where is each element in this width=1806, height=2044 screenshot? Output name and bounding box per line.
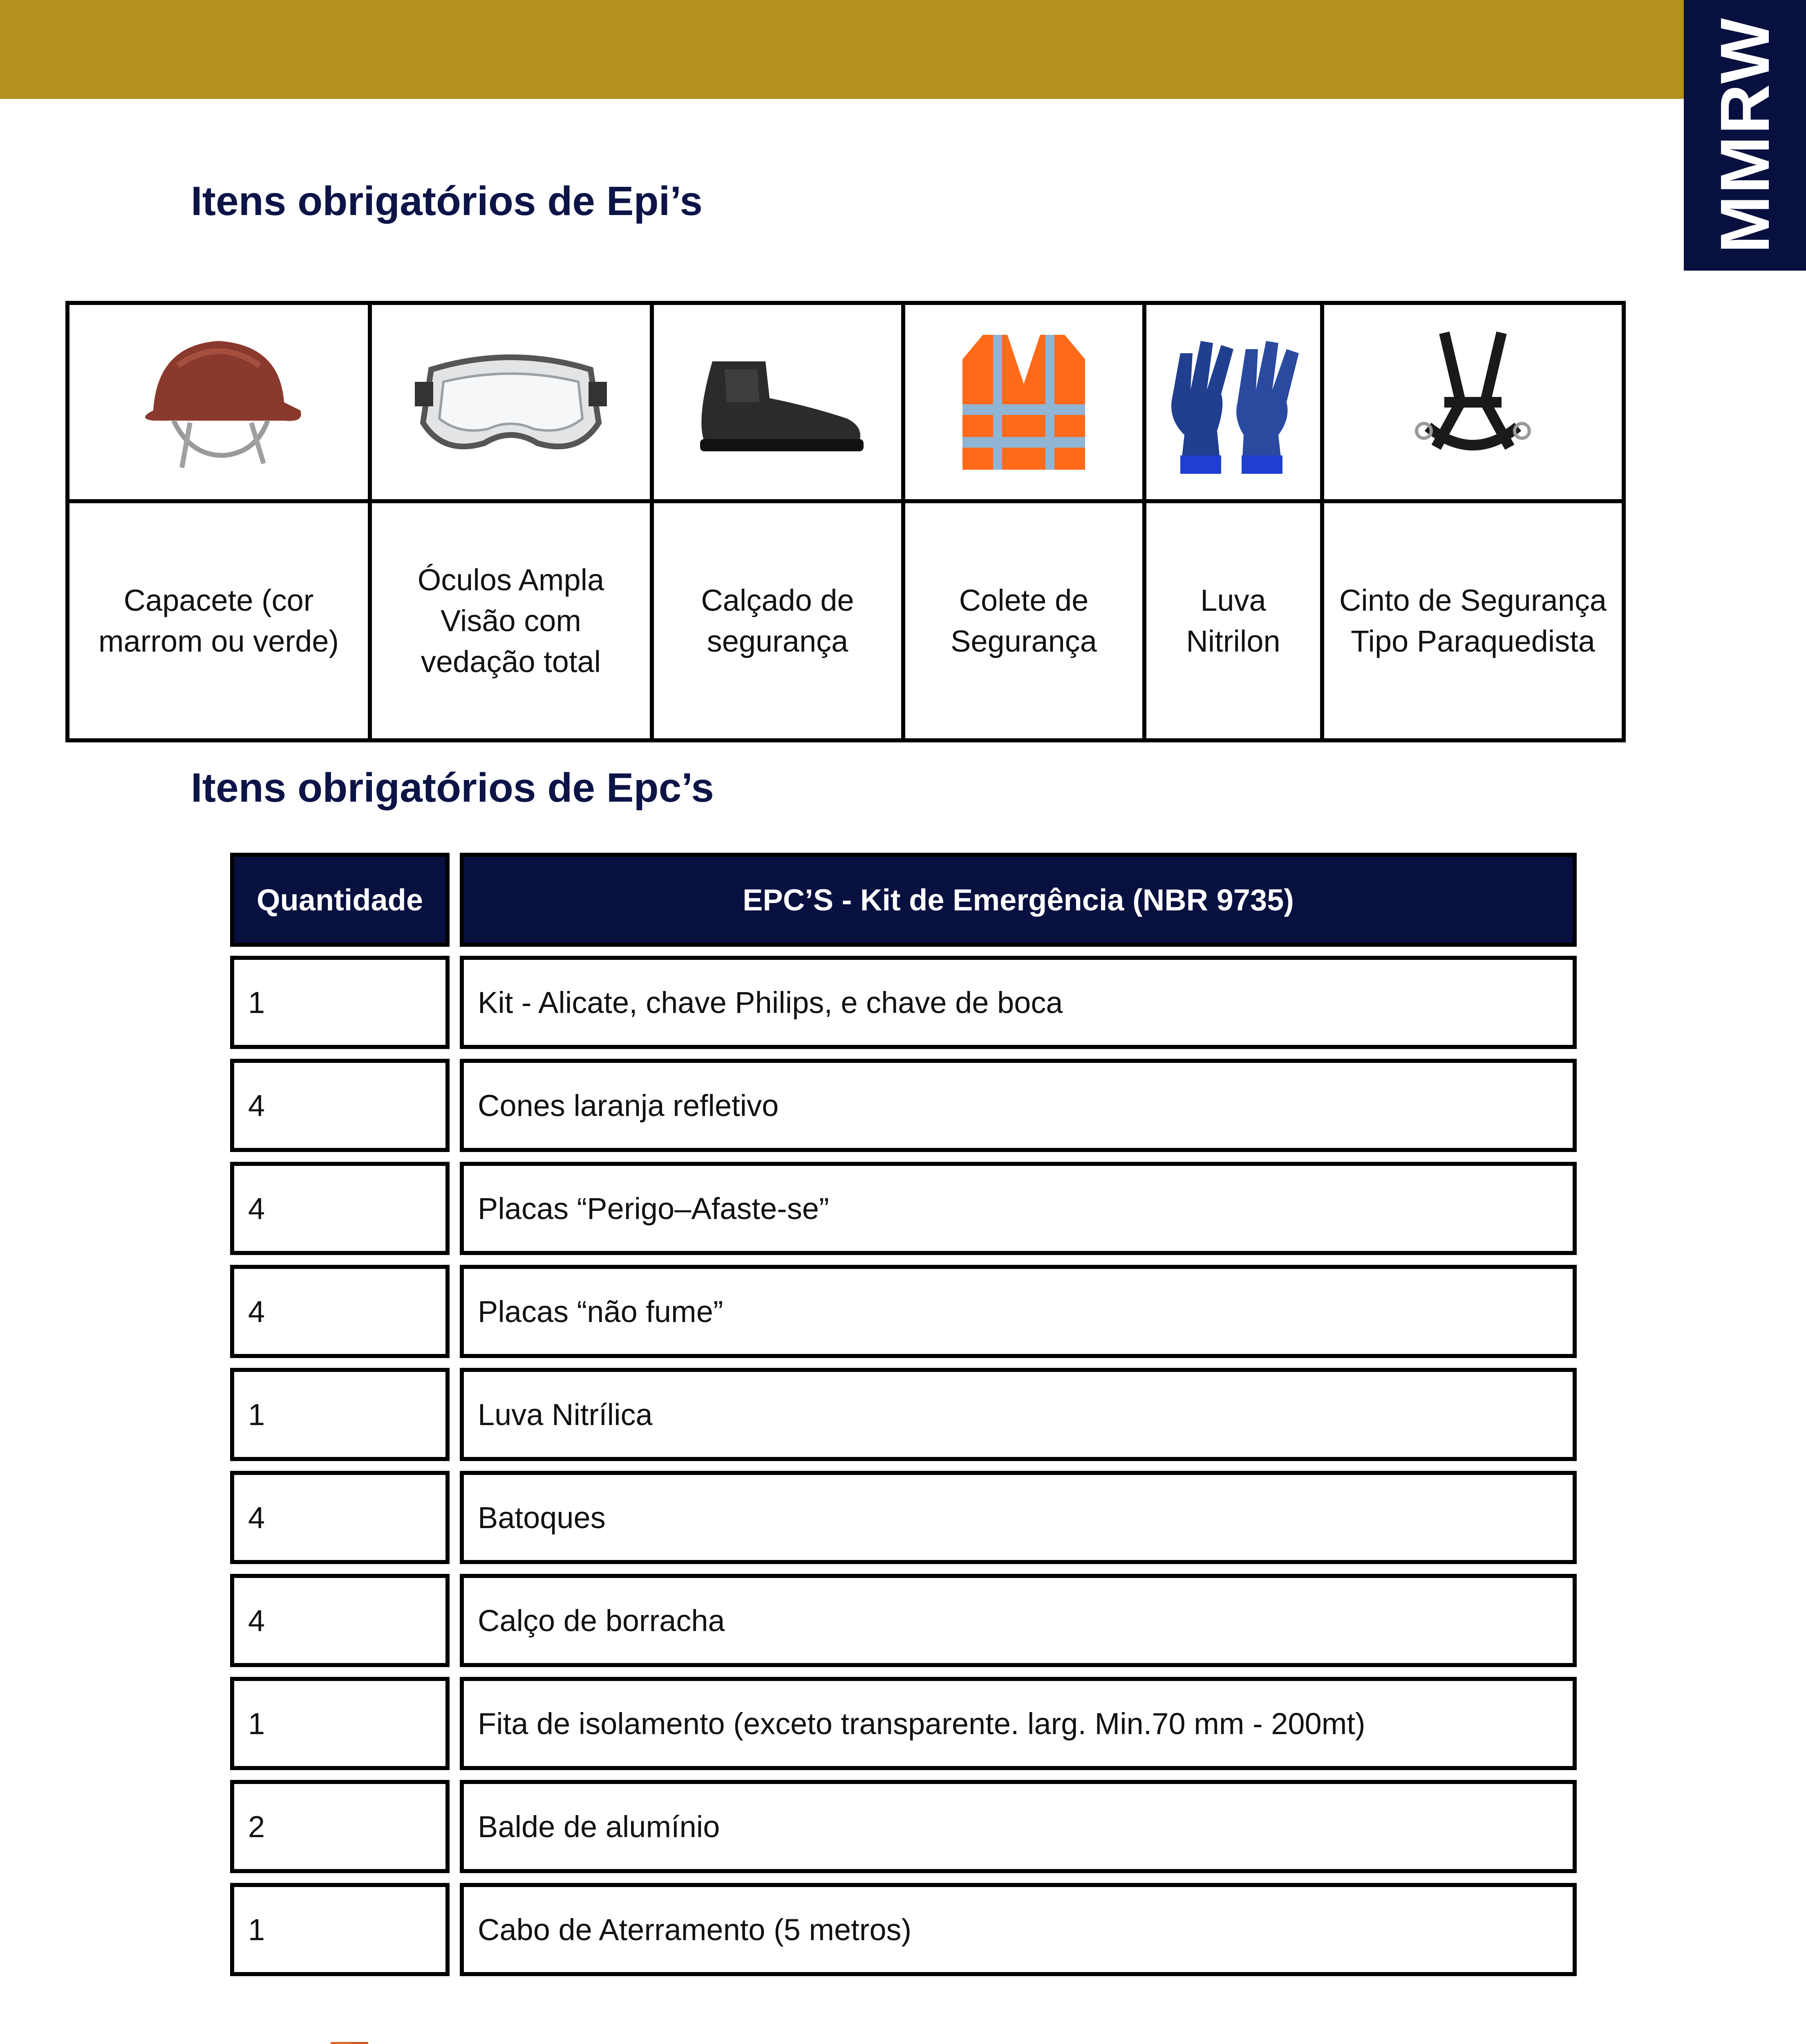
epc-qty-cell: 4	[230, 1574, 450, 1667]
traffic-cone-icon	[180, 2038, 523, 2044]
epi-label: Colete de Segurança	[951, 583, 1097, 658]
epc-item-cell: Balde de alumínio	[460, 1780, 1577, 1873]
glove-icon	[1156, 325, 1311, 480]
epi-label: Óculos Ampla Visão com vedação total	[417, 563, 604, 679]
epc-item-cell: Cones laranja refletivo	[460, 1059, 1577, 1152]
safety-vest-icon	[954, 327, 1093, 478]
epc-item-cell: Luva Nitrílica	[460, 1368, 1577, 1461]
epi-label-cell	[1324, 503, 1622, 738]
epi-label: Cinto de Segurança Tipo Paraquedista	[1339, 583, 1607, 658]
safety-shoe-icon	[688, 345, 868, 459]
epc-qty-cell: 2	[230, 1780, 450, 1873]
epc-section-title: Itens obrigatórios de Epc’s	[191, 765, 714, 811]
epc-item-cell: Placas “não fume”	[460, 1265, 1577, 1358]
epc-item-cell: Placas “Perigo–Afaste-se”	[460, 1162, 1577, 1255]
epi-label: Luva Nitrilon	[1186, 583, 1280, 658]
brand-tab-text: MMRW	[1706, 16, 1784, 253]
epi-image-cell	[905, 305, 1146, 503]
epi-label-cell	[1146, 503, 1324, 738]
epc-qty-cell: 1	[230, 1883, 450, 1976]
epi-label: Capacete (cor marrom ou verde)	[98, 583, 339, 658]
goggles-icon	[415, 333, 607, 472]
epc-qty-cell: 4	[230, 1059, 450, 1152]
epc-header-item: EPC’S - Kit de Emergência (NBR 9735)	[460, 853, 1577, 947]
epi-image-cell	[372, 305, 654, 503]
epc-qty-cell: 1	[230, 956, 450, 1049]
epc-item-cell: Cabo de Aterramento (5 metros)	[460, 1883, 1577, 1976]
epi-section-title: Itens obrigatórios de Epi’s	[191, 178, 703, 224]
epc-item-cell: Batoques	[460, 1471, 1577, 1564]
epi-image-cell	[69, 305, 372, 503]
brand-side-tab	[1684, 0, 1806, 271]
harness-icon	[1412, 325, 1534, 480]
epc-qty-cell: 1	[230, 1677, 450, 1770]
epc-item-cell: Fita de isolamento (exceto transparente. larg. Min.70 mm - 200mt)	[460, 1677, 1577, 1770]
epi-label-cell	[69, 503, 372, 738]
epi-table	[65, 301, 1626, 742]
top-gold-band	[0, 0, 1684, 99]
epi-image-cell	[1324, 305, 1622, 503]
epc-header-quantity: Quantidade	[230, 853, 450, 947]
epi-label-cell	[905, 503, 1146, 738]
epi-image-cell	[654, 305, 905, 503]
epc-qty-cell: 4	[230, 1471, 450, 1564]
epc-qty-cell: 4	[230, 1265, 450, 1358]
epc-item-cell: Kit - Alicate, chave Philips, e chave de boca	[460, 956, 1577, 1049]
epi-label-cell	[372, 503, 654, 738]
epi-label: Calçado de segurança	[701, 583, 854, 658]
epi-label-cell	[654, 503, 905, 738]
hard-hat-icon	[129, 320, 309, 484]
epc-qty-cell: 1	[230, 1368, 450, 1461]
epc-item-cell: Calço de borracha	[460, 1574, 1577, 1667]
epc-qty-cell: 4	[230, 1162, 450, 1255]
epi-image-cell	[1146, 305, 1324, 503]
